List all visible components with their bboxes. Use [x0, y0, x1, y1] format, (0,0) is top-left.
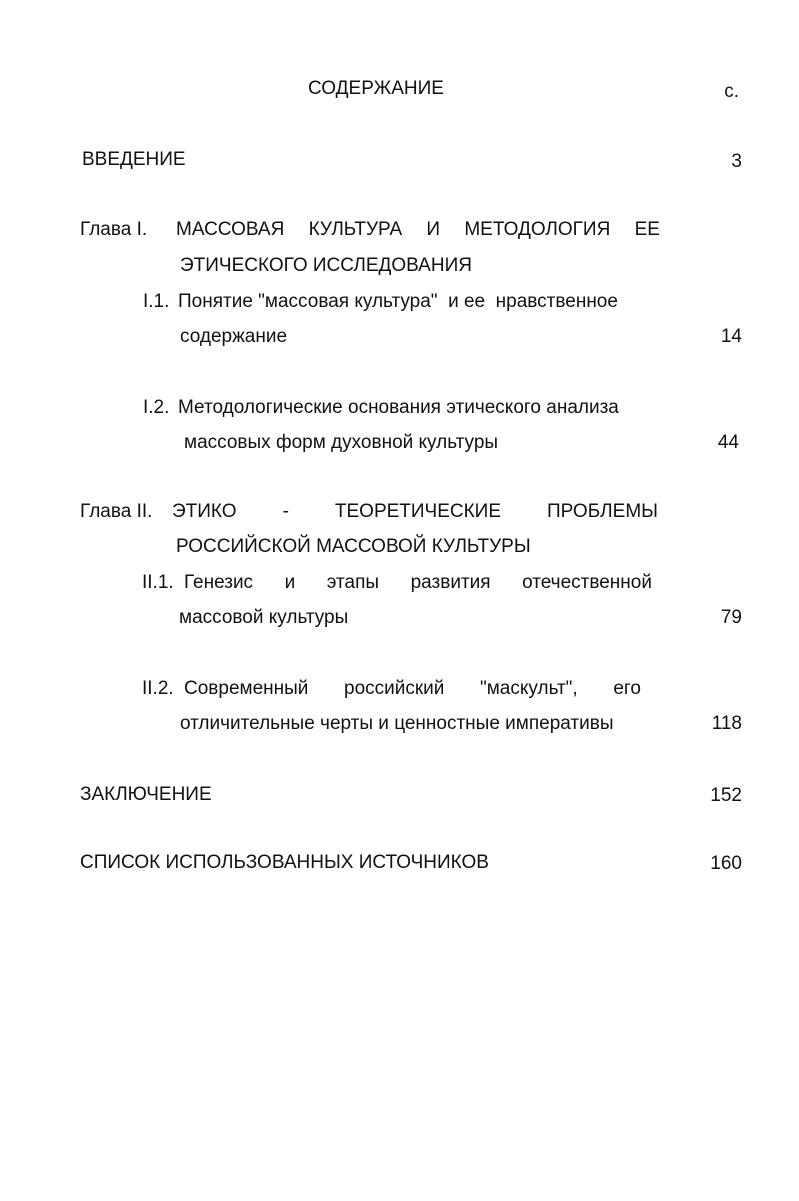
section-1-1-line1: Понятие "массовая культура" и ее нравственное — [178, 291, 618, 312]
section-2-1-word: Генезис — [184, 572, 254, 593]
chapter1-title-word: КУЛЬТУРА — [308, 219, 403, 240]
chapter1-title-word: МАССОВАЯ — [176, 219, 285, 240]
toc-references-label: СПИСОК ИСПОЛЬЗОВАННЫХ ИСТОЧНИКОВ — [80, 852, 489, 873]
chapter1-title-line2: ЭТИЧЕСКОГО ИССЛЕДОВАНИЯ — [180, 255, 472, 276]
section-2-2-number: II.2. — [142, 678, 174, 699]
section-2-1-word: отечественной — [522, 572, 652, 593]
section-2-2-page: 118 — [711, 713, 742, 734]
section-2-2-word: российский — [344, 678, 445, 699]
toc-conclusion-label: ЗАКЛЮЧЕНИЕ — [80, 784, 212, 805]
section-2-1-page: 79 — [720, 607, 742, 628]
section-2-1-word: развития — [410, 572, 491, 593]
chapter2-title-word: - — [282, 501, 289, 522]
chapter1-title-word: МЕТОДОЛОГИЯ — [464, 219, 611, 240]
section-1-1-page: 14 — [720, 326, 742, 347]
toc-intro-label: ВВЕДЕНИЕ — [82, 149, 186, 170]
section-2-1-line1 — [184, 571, 652, 595]
toc-title: СОДЕРЖАНИЕ — [308, 78, 444, 99]
toc-references-page: 160 — [710, 853, 742, 874]
chapter1-title-word: ЕЕ — [634, 219, 660, 240]
chapter2-title-line1 — [172, 500, 658, 524]
chapter2-label: Глава II. — [80, 501, 153, 522]
section-2-1-word: и — [284, 572, 296, 593]
chapter1-label: Глава I. — [80, 219, 148, 240]
section-1-2-number: I.2. — [143, 397, 170, 418]
section-1-2-line1: Методологические основания этического анализа — [178, 397, 619, 418]
section-2-1-number: II.1. — [142, 572, 174, 593]
section-1-2-line2: массовых форм духовной культуры — [184, 432, 499, 453]
chapter1-title-word: И — [426, 219, 441, 240]
section-1-1-line2: содержание — [180, 326, 288, 347]
chapter2-title-line2: РОССИЙСКОЙ МАССОВОЙ КУЛЬТУРЫ — [176, 536, 531, 557]
page-column-label: с. — [724, 81, 739, 102]
chapter2-title-word: ТЕОРЕТИЧЕСКИЕ — [334, 501, 502, 522]
section-2-2-word: "маскульт", — [480, 678, 578, 699]
section-2-2-word: Современный — [184, 678, 309, 699]
section-1-1-number: I.1. — [143, 291, 170, 312]
section-2-2-line1 — [184, 677, 641, 701]
section-1-2-page: 44 — [717, 432, 739, 453]
chapter2-title-word: ЭТИКО — [172, 501, 237, 522]
toc-conclusion-page: 152 — [710, 785, 742, 806]
toc-intro-page: 3 — [731, 151, 742, 172]
section-2-1-line2: массовой культуры — [179, 607, 349, 628]
section-2-2-line2: отличительные черты и ценностные императивы — [180, 713, 614, 734]
chapter2-title-word: ПРОБЛЕМЫ — [547, 501, 658, 522]
chapter1-title-line1 — [176, 218, 660, 242]
section-2-1-word: этапы — [326, 572, 380, 593]
section-2-2-word: его — [613, 678, 641, 699]
